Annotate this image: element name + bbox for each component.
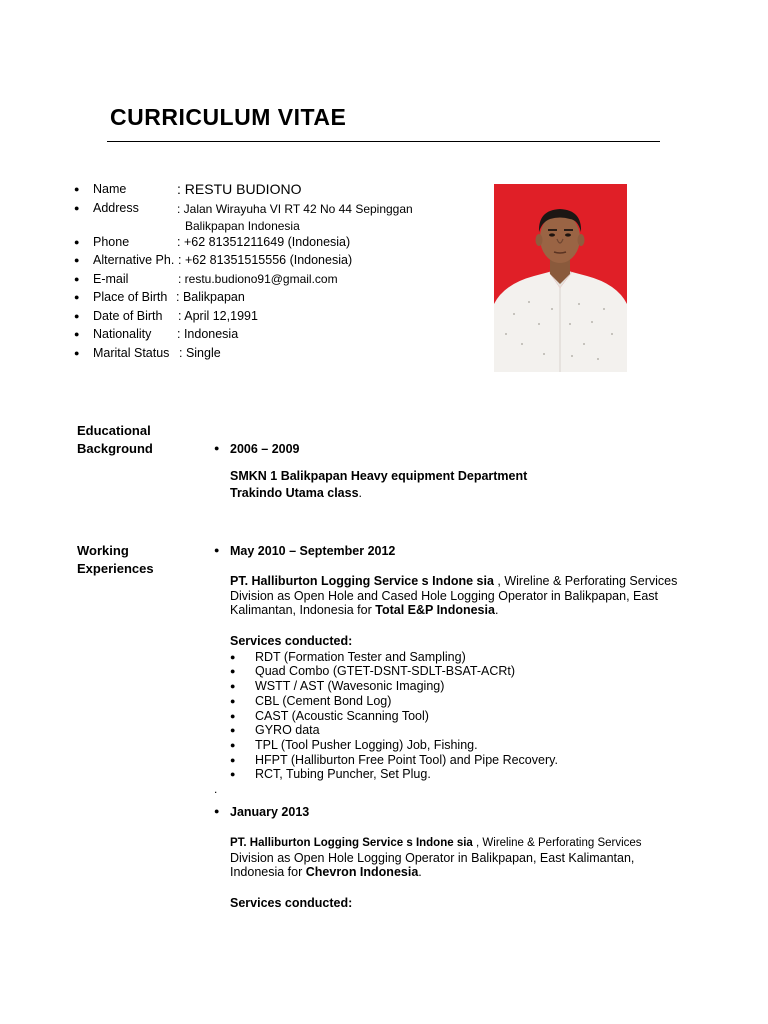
work-details: [230, 574, 684, 782]
service-text: HFPT (Halliburton Free Point Tool) and Pipe Recovery.: [255, 752, 558, 767]
personal-label: Phone: [93, 234, 130, 249]
list-item: [230, 709, 684, 724]
company-name: PT. Halliburton Logging Service s Indone sia: [230, 837, 473, 849]
bullet-dot-icon: ●: [74, 310, 80, 321]
work-entry: [214, 544, 684, 782]
personal-row-address: [74, 199, 474, 233]
section-label-line: Educational: [77, 423, 151, 438]
personal-row-place-of-birth: [74, 288, 474, 307]
personal-value: : +62 81351211649 (Indonesia): [177, 234, 351, 249]
list-item: [230, 694, 684, 709]
service-text: GYRO data: [255, 723, 320, 738]
portrait-photo: [494, 184, 627, 372]
personal-value: : RESTU BUDIONO: [177, 181, 302, 197]
personal-label: Name: [93, 182, 127, 196]
personal-value: : Balikpapan: [176, 290, 245, 304]
address-line-1: : Jalan Wirayuha VI RT 42 No 44 Sepinggan: [177, 201, 413, 216]
separator-dot: .: [214, 782, 218, 796]
personal-row-name: [74, 180, 474, 199]
bullet-dot-icon: ●: [74, 255, 80, 265]
bullet-dot-icon: ●: [74, 202, 80, 213]
personal-value: [177, 201, 413, 235]
bullet-dot-icon: ●: [230, 725, 236, 736]
services-heading: Services conducted:: [230, 895, 353, 910]
work-period: [214, 544, 684, 558]
personal-row-nationality: [74, 325, 474, 344]
client-name: Total E&P Indonesia: [375, 603, 495, 618]
client-name: Chevron Indonesia: [305, 865, 419, 880]
bullet-dot-icon: ●: [74, 184, 80, 194]
section-label-line: Background: [77, 441, 153, 456]
job-description: [230, 574, 684, 618]
service-text: TPL (Tool Pusher Logging) Job, Fishing.: [255, 738, 478, 752]
education-details: [230, 468, 684, 502]
personal-row-date-of-birth: [74, 307, 474, 326]
bullet-dot-icon: ●: [74, 273, 80, 284]
bullet-dot-icon: ●: [214, 806, 220, 816]
personal-value: : restu.budiono91@gmail.com: [178, 271, 338, 286]
section-label-education: [77, 422, 153, 458]
personal-details: [74, 180, 474, 362]
bullet-dot-icon: ●: [230, 710, 236, 721]
services-list: [230, 650, 684, 782]
personal-label: E-mail: [93, 271, 129, 286]
personal-value: : Single: [179, 345, 221, 360]
address-line-2: Balikpapan Indonesia: [185, 218, 300, 233]
education-period: [214, 442, 684, 456]
job-description-end: .: [418, 865, 422, 880]
bullet-dot-icon: ●: [230, 681, 236, 692]
service-text: CBL (Cement Bond Log): [255, 693, 392, 708]
bullet-dot-icon: ●: [214, 545, 220, 555]
services-heading: Services conducted:: [230, 633, 353, 648]
personal-label: Date of Birth: [93, 308, 163, 323]
list-item: [230, 664, 684, 679]
work-period: [214, 805, 684, 819]
section-label-work: [77, 542, 154, 578]
period-text: January 2013: [230, 805, 310, 819]
section-label-line: Working: [77, 543, 129, 558]
bullet-dot-icon: ●: [230, 666, 236, 677]
bullet-dot-icon: ●: [230, 769, 236, 780]
bullet-dot-icon: ●: [230, 740, 236, 750]
list-item: [230, 767, 684, 782]
personal-value: : April 12,1991: [178, 308, 258, 323]
list-item: [230, 679, 684, 694]
personal-row-alt-phone: [74, 251, 474, 270]
service-text: CAST (Acoustic Scanning Tool): [255, 708, 429, 723]
portrait-illustration: [494, 184, 627, 372]
school-class-end: .: [358, 486, 363, 500]
school-class: [230, 485, 684, 502]
personal-label: Marital Status: [93, 345, 170, 360]
service-text: Quad Combo (GTET-DSNT-SDLT-BSAT-ACRt): [255, 664, 516, 679]
personal-row-marital-status: [74, 344, 474, 363]
personal-label: Alternative Ph.: [93, 253, 175, 267]
list-item: [230, 650, 684, 665]
bullet-dot-icon: ●: [74, 329, 80, 339]
job-description: [230, 835, 684, 880]
service-text: WSTT / AST (Wavesonic Imaging): [255, 679, 445, 694]
list-item: [230, 723, 684, 738]
education-entry: [214, 442, 684, 502]
job-description-small: , Wireline & Perforating Services: [472, 837, 642, 849]
bullet-dot-icon: ●: [230, 754, 236, 765]
bullet-dot-icon: ●: [74, 292, 80, 302]
personal-row-phone: [74, 233, 474, 252]
section-label-line: Experiences: [77, 561, 154, 576]
personal-value: : +62 81351515556 (Indonesia): [178, 253, 353, 267]
job-description-end: .: [494, 603, 499, 618]
personal-label: Nationality: [93, 327, 152, 341]
title-underline: [107, 141, 660, 142]
work-details: [230, 835, 684, 910]
personal-row-email: [74, 270, 474, 289]
job-description-text: Division as Open Hole Logging Operator in Balikpapan, East Kalimantan, Indonesia for: [230, 850, 635, 880]
work-entry: [214, 805, 684, 910]
list-item: [230, 753, 684, 768]
bullet-dot-icon: ●: [74, 236, 80, 247]
service-text: RDT (Formation Tester and Sampling): [255, 649, 466, 664]
service-text: RCT, Tubing Puncher, Set Plug.: [255, 767, 431, 782]
period-text: 2006 – 2009: [230, 442, 300, 456]
company-name: PT. Halliburton Logging Service s Indone sia: [230, 574, 494, 588]
personal-label: Address: [93, 200, 139, 215]
personal-value: : Indonesia: [177, 327, 239, 341]
bullet-dot-icon: ●: [230, 651, 236, 662]
school-name: SMKN 1 Balikpapan Heavy equipment Department: [230, 469, 528, 483]
period-text: May 2010 – September 2012: [230, 544, 396, 558]
bullet-dot-icon: ●: [230, 695, 236, 706]
bullet-dot-icon: ●: [74, 347, 80, 358]
document-title: CURRICULUM VITAE: [110, 104, 347, 130]
bullet-dot-icon: ●: [214, 443, 220, 453]
list-item: [230, 738, 684, 753]
personal-label: Place of Birth: [93, 290, 168, 304]
school-class-text: Trakindo Utama class: [230, 486, 359, 500]
job-description-text: , Wireline & Perforating Services Division as Open Hole and Cased Hole Logging Operator in Balikpapan, East Kalimantan, Indonesia for: [230, 574, 678, 618]
